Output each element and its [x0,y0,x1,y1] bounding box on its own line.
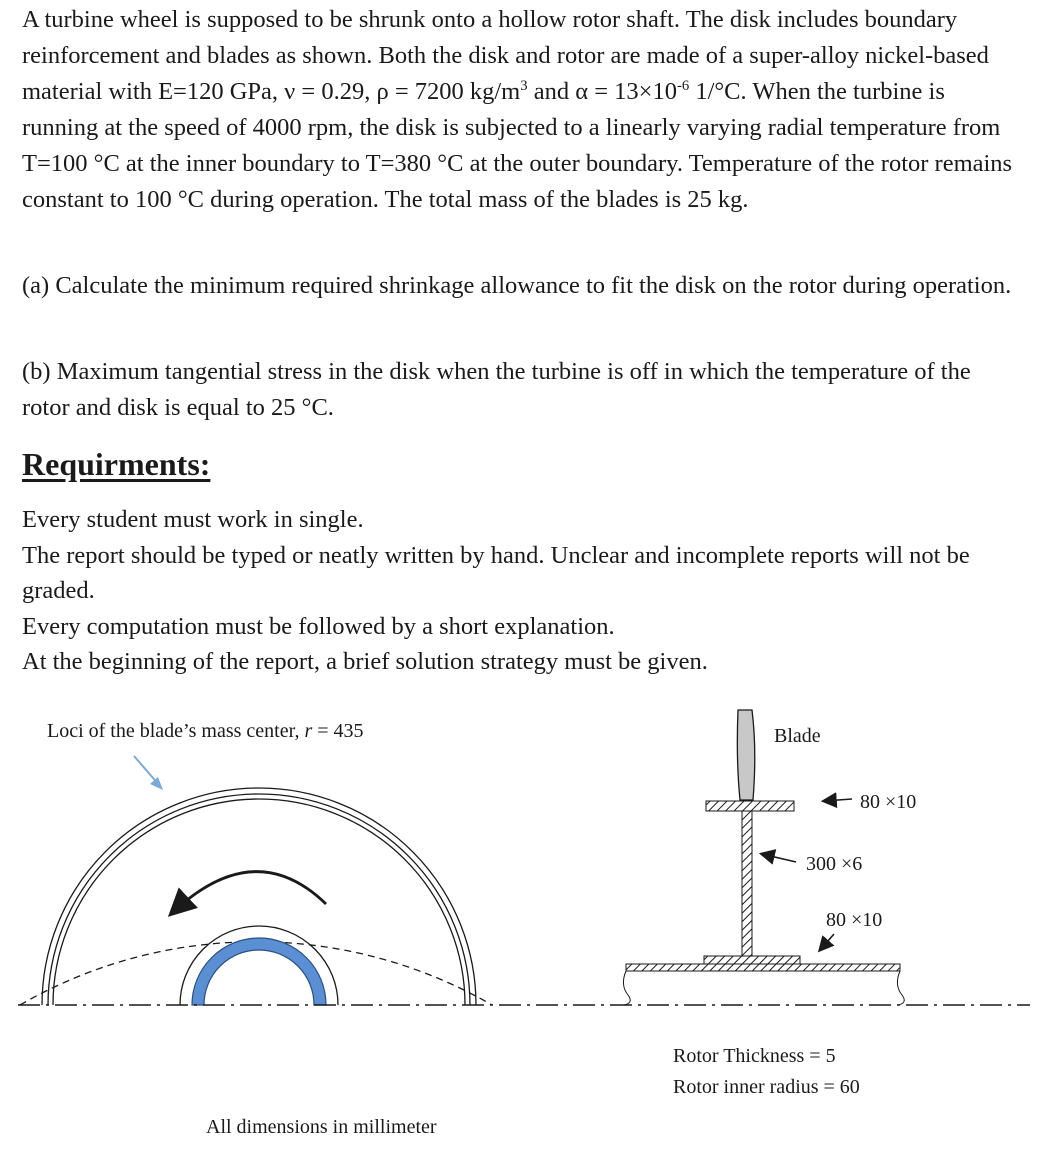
rim-dimension-label: 80 ×10 [860,791,917,813]
requirements-list [22,502,1022,680]
intro-text-6: 1/°C. When the turbine is running at the speed of 4000 rpm, the disk is subjected to a linearly varying radial temperature from T=100 °C at the inner boundary to T=380 °C at the outer boundary. Temperature of the rotor remains constant to 100 °C during operation. The total mass of the blades is 25 kg. [22,78,1013,213]
disk-outer-arc [42,788,476,1005]
loci-label: Loci of the blade’s mass center, r = 435 [47,720,364,742]
requirements-heading: Requirments: [22,446,211,482]
rotor-thickness-label: Rotor Thickness = 5 [673,1045,836,1067]
intro-text-5: = 13×10 [588,78,677,105]
web-dimension-label: 300 ×6 [806,853,863,875]
hub-leader [820,934,834,950]
rotor-cross-section [192,938,326,1005]
rotor-inner-radius-label: Rotor inner radius = 60 [673,1076,860,1098]
part-b-question: (b) Maximum tangential stress in the disk when the turbine is off in which the temperature of the rotor and disk is equal to 25 °C. [22,358,971,421]
requirement-item: The report should be typed or neatly written by hand. Unclear and incomplete reports will not be graded. [22,541,970,604]
rotor-break-right [897,971,904,1005]
rotor-break-left [623,971,630,1005]
loci-leader-arrowhead [150,777,163,790]
mass-center-loci-arc [20,942,492,1005]
thermal-coefficient-symbol: α [575,78,589,105]
intro-text-1: A turbine wheel is supposed to be shrunk onto a hollow rotor shaft. The disk includes boundary reinforcement and blades as shown. Both the disk and rotor are made of a super-alloy nickel-based material with E=120 GPa, [22,6,989,105]
density-symbol: ρ [376,78,389,105]
rotation-direction-arrow [172,872,326,913]
requirement-item: At the beginning of the report, a brief solution strategy must be given. [22,648,708,675]
part-a-question: (a) Calculate the minimum required shrinkage allowance to fit the disk on the rotor during operation. [22,272,1012,299]
blade-label: Blade [774,725,821,747]
blade-shape [737,710,754,800]
requirement-item: Every computation must be followed by a short explanation. [22,612,615,640]
problem-statement [22,2,1022,218]
rotor-shell [626,964,900,971]
disk-rim-arc [53,799,465,1005]
hub-dimension-label: 80 ×10 [826,909,883,931]
turbine-disk-figure [0,690,1047,1151]
exponent-superscript: -6 [676,77,690,94]
disk-web [742,811,752,956]
web-leader [762,854,796,862]
poisson-symbol: ν [284,78,296,105]
intro-text-2: = 0.29, [295,78,377,105]
rim-flange [706,801,794,811]
intro-text-4: and [527,78,576,105]
intro-text-3: = 7200 kg/m [388,78,521,105]
disk-outer-arc-inner [48,794,470,1005]
cube-superscript: 3 [520,77,528,94]
rim-leader [824,799,852,801]
units-note: All dimensions in millimeter [206,1116,437,1138]
requirement-item: Every student must work in single. [22,506,364,533]
